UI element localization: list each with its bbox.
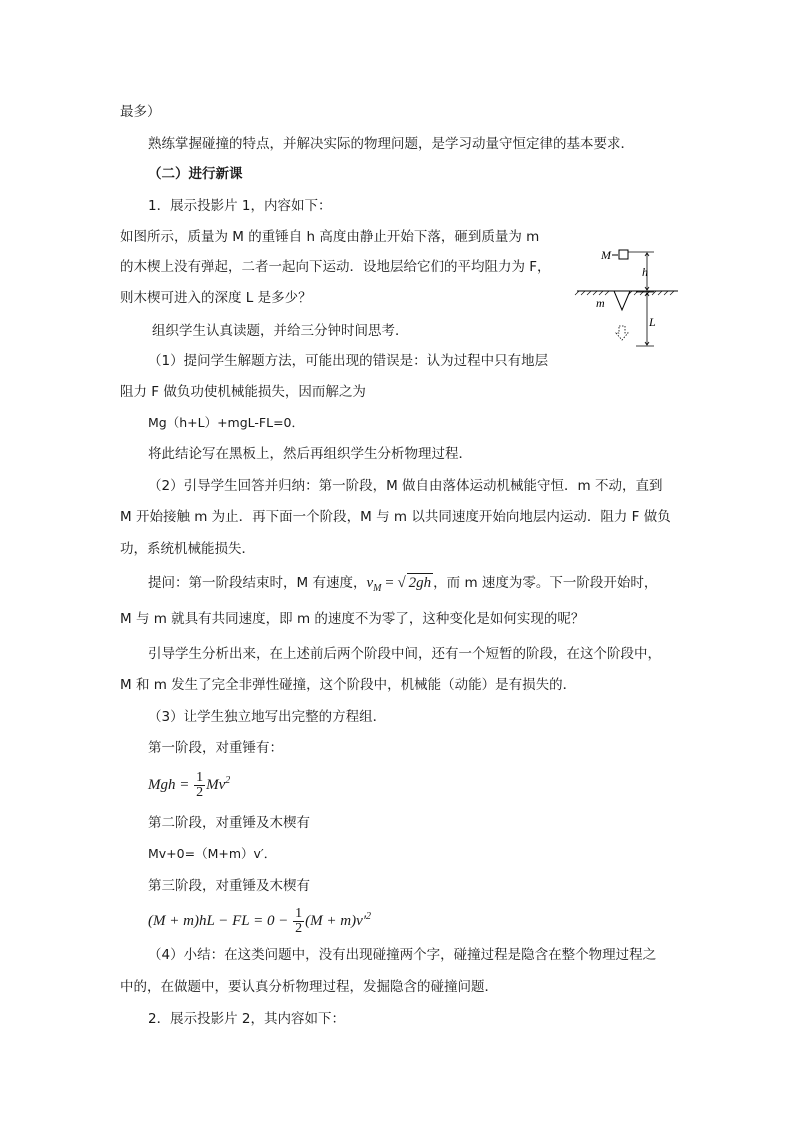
section-heading: （二）进行新课 xyxy=(148,166,243,182)
equation-stage-1: Mgh = $\frac{1}{2}$ Mv$^2$ xyxy=(148,770,231,801)
text-line: 熟练掌握碰撞的特点，并解决实际的物理问题，是学习动量守恒定律的基本要求． xyxy=(148,136,634,152)
label-M: M xyxy=(601,248,611,262)
text-line: M 与 m 就具有共同速度，即 m 的速度不为零了，这种变化是如何实现的呢？ xyxy=(120,611,585,627)
text-line: 中的，在做题中，要认真分析物理过程，发掘隐含的碰撞问题． xyxy=(120,979,498,995)
label-h: h xyxy=(642,265,648,279)
equation-stage-2: Mv+0=（M+m）v′． xyxy=(148,846,277,861)
text-line: （3）让学生独立地写出完整的方程组． xyxy=(148,709,387,725)
wrong-equation: Mg（h+L）+mgL-FL=0． xyxy=(148,415,304,430)
text-line: 最多） xyxy=(120,104,161,120)
wedge xyxy=(614,291,630,310)
text-line: M 和 m 发生了完全非弹性碰撞，这个阶段中，机械能（动能）是有损失的． xyxy=(120,677,577,693)
equation-stage-3: (M + m)hL − FL = 0 − $\frac{1}{2}$ $(M + m)v'^2$ xyxy=(148,906,372,937)
label-m: m xyxy=(596,296,605,310)
text-line: 阻力 F 做负功使机械能损失，因而解之为 xyxy=(120,384,366,400)
text-line: 2．展示投影片 2，其内容如下： xyxy=(148,1011,345,1027)
text-line: 引导学生分析出来，在上述前后两个阶段中间，还有一个短暂的阶段，在这个阶段中， xyxy=(148,646,661,662)
text-line: 第二阶段，对重锤及木楔有 xyxy=(148,815,310,831)
text-line: 如图所示，质量为 M 的重锤自 h 高度由静止开始下落，砸到质量为 m xyxy=(120,229,540,245)
text-line: （4）小结：在这类问题中，没有出现碰撞两个字，碰撞过程是隐含在整个物理过程之 xyxy=(148,947,657,963)
text-segment: 提问：第一阶段结束时，M 有速度， xyxy=(148,575,367,591)
text-line: 的木楔上没有弹起，二者一起向下运动．设地层给它们的平均阻力为 F， xyxy=(120,259,551,275)
text-line: 第三阶段，对重锤及木楔有 xyxy=(148,878,310,894)
hammer-wedge-figure xyxy=(574,244,684,350)
text-line xyxy=(148,573,657,598)
motion-arrow-icon xyxy=(616,326,628,340)
text-line: （2）引导学生回答并归纳：第一阶段，M 做自由落体运动机械能守恒．m 不动，直到 xyxy=(148,478,663,494)
label-L: L xyxy=(649,315,656,329)
text-line: 功，系统机械能损失． xyxy=(120,541,255,557)
text-line: 1．展示投影片 1，内容如下： xyxy=(148,198,332,214)
text-line: 第一阶段，对重锤有： xyxy=(148,740,283,756)
hammer-block xyxy=(619,250,628,259)
text-line: 组织学生认真读题，并给三分钟时间思考． xyxy=(152,323,409,339)
text-line: M 开始接触 m 为止．再下面一个阶段，M 与 m 以共同速度开始向地层内运动．阻力 F 做负 xyxy=(120,509,671,525)
text-line: 则木楔可进入的深度 L 是多少？ xyxy=(120,290,312,306)
text-line: （1）提问学生解题方法，可能出现的错误是：认为过程中只有地层 xyxy=(148,353,549,369)
text-line: 将此结论写在黑板上，然后再组织学生分析物理过程． xyxy=(148,446,472,462)
text-segment: ，而 m 速度为零。下一阶段开始时， xyxy=(433,575,658,591)
velocity-formula: $v_M$ = √ 2gh xyxy=(366,575,432,594)
